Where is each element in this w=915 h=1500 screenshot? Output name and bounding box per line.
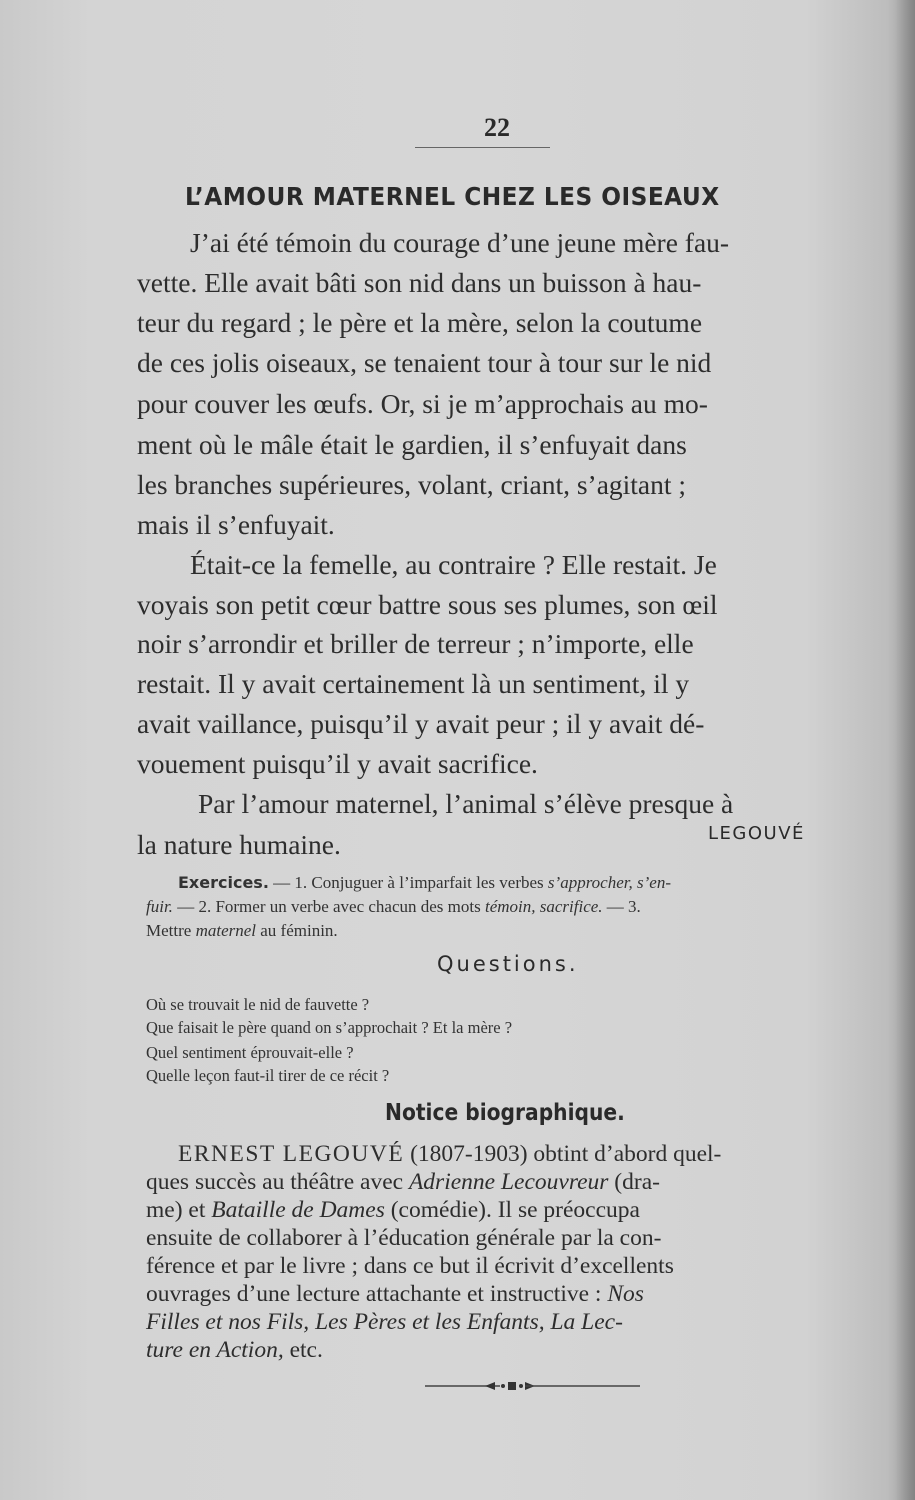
exercises-line: Mettre maternel au féminin. <box>146 921 338 940</box>
notice-line: me) et Bataille de Dames (comédie). Il se préoccupa <box>146 1197 640 1223</box>
page-number-rule <box>415 147 550 148</box>
body-line: vouement puisqu’il y avait sacrifice. <box>137 748 538 779</box>
question-item: Quelle leçon faut-il tirer de ce récit ? <box>146 1066 390 1085</box>
body-line: pour couver les œufs. Or, si je m’approchais au mo- <box>137 388 708 419</box>
notice-line: ensuite de collaborer à l’éducation générale par la con- <box>146 1225 662 1251</box>
question-item: Où se trouvait le nid de fauvette ? <box>146 995 370 1014</box>
exercises-line: Exercices. — 1. Conjuguer à l’imparfait les verbes s’approcher, s’en- <box>178 873 671 892</box>
body-line: vette. Elle avait bâti son nid dans un buisson à hau- <box>137 267 702 298</box>
notice-title: Notice biographique. <box>385 1100 625 1126</box>
body-line: Était-ce la femelle, au contraire ? Elle restait. Je <box>190 549 717 580</box>
body-line: voyais son petit cœur battre sous ses plumes, son œil <box>137 589 718 620</box>
question-item: Quel sentiment éprouvait-elle ? <box>146 1043 354 1062</box>
body-line: Par l’amour maternel, l’animal s’élève presque à <box>198 788 734 819</box>
body-line: ment où le mâle était le gardien, il s’enfuyait dans <box>137 429 687 460</box>
questions-title: Questions. <box>437 952 579 976</box>
page-edge-shadow <box>895 0 915 1500</box>
body-line: restait. Il y avait certainement là un sentiment, il y <box>137 668 690 699</box>
notice-line: ouvrages d’une lecture attachante et instructive : Nos <box>146 1281 644 1307</box>
notice-line: ERNEST LEGOUVÉ (1807-1903) obtint d’abord quel- <box>178 1141 722 1167</box>
notice-line: ture en Action, etc. <box>146 1337 323 1363</box>
notice-line: férence et par le livre ; dans ce but il écrivit d’excellents <box>146 1253 674 1279</box>
ornament-divider-icon <box>425 1378 640 1394</box>
body-line: mais il s’enfuyait. <box>137 509 335 540</box>
notice-line: ques succès au théâtre avec Adrienne Lecouvreur (dra- <box>146 1169 660 1195</box>
body-line: avait vaillance, puisqu’il y avait peur ; il y avait dé- <box>137 708 705 739</box>
page-number: 22 <box>484 113 510 142</box>
exercises-line: fuir. — 2. Former un verbe avec chacun des mots témoin, sacrifice. — 3. <box>146 897 641 916</box>
body-line: de ces jolis oiseaux, se tenaient tour à tour sur le nid <box>137 347 712 378</box>
body-line: J’ai été témoin du courage d’une jeune mère fau- <box>190 227 730 258</box>
body-line: la nature humaine. <box>137 829 341 860</box>
question-item: Que faisait le père quand on s’approchait ? Et la mère ? <box>146 1018 513 1037</box>
exercises-label: Exercices. <box>178 873 269 892</box>
author-signature: LEGOUVÉ <box>708 823 805 844</box>
body-line: les branches supérieures, volant, criant, s’agitant ; <box>137 469 687 500</box>
chapter-title: L’AMOUR MATERNEL CHEZ LES OISEAUX <box>185 182 720 211</box>
notice-line: Filles et nos Fils, Les Pères et les Enfants, La Lec- <box>146 1309 623 1335</box>
body-line: teur du regard ; le père et la mère, selon la coutume <box>137 307 703 338</box>
body-line: noir s’arrondir et briller de terreur ; n’importe, elle <box>137 628 694 659</box>
